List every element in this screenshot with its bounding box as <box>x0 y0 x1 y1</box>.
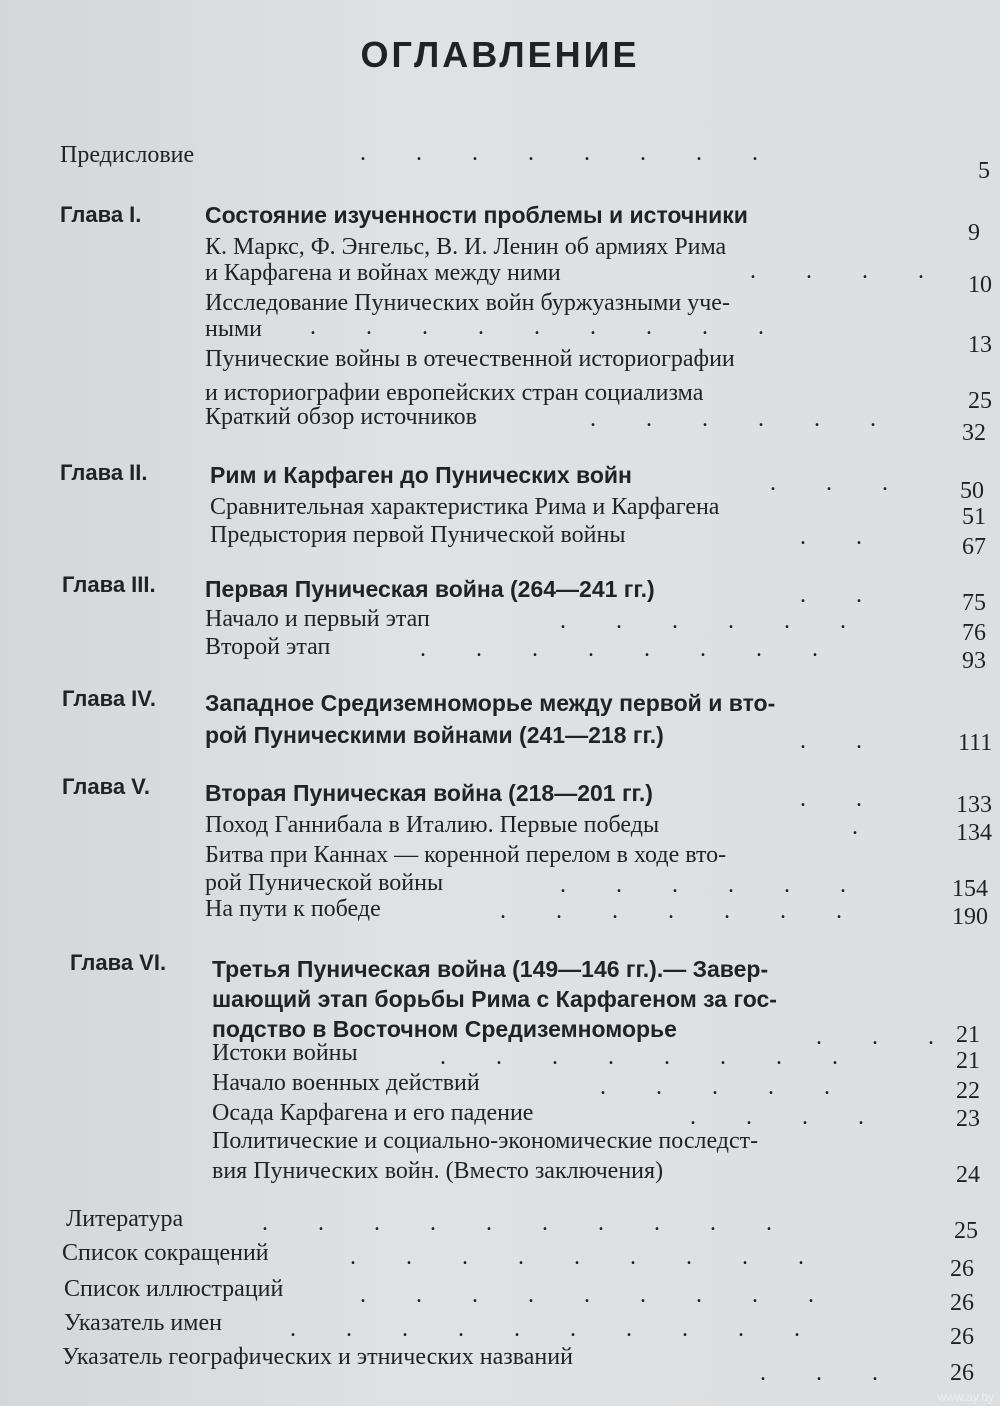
leader-dots: . . . . . . <box>560 872 848 898</box>
page-number: 25 <box>968 388 992 414</box>
leader-dots: . . <box>800 728 864 754</box>
page-number: 76 <box>962 620 986 646</box>
page-number: 23 <box>956 1106 980 1132</box>
section-line: Краткий обзор источников <box>205 404 478 430</box>
page-number: 25 <box>954 1218 978 1244</box>
section-line: Начало военных действий <box>212 1070 480 1096</box>
leader-dots: . . . . . . . . . . <box>262 1210 774 1236</box>
page-number: 24 <box>956 1162 980 1188</box>
chapter-label: Глава IV. <box>62 686 157 711</box>
leader-dots: . . . . . . . . . <box>360 1282 816 1308</box>
section-line: Второй этап <box>205 634 331 660</box>
leader-dots: . . . . . . <box>560 608 848 634</box>
page-number: 133 <box>956 792 992 818</box>
leader-dots: . . <box>800 524 864 550</box>
section-line: Битва при Каннах — коренной перелом в ходе вто- <box>205 842 727 868</box>
leader-dots: . . . . . . <box>590 406 878 432</box>
toc-entry-preface: Предисловие <box>60 142 195 168</box>
chapter-label: Глава III. <box>62 572 156 597</box>
page-number: 21 <box>956 1048 980 1074</box>
page-number: 190 <box>952 904 988 930</box>
page-number: 26 <box>950 1290 974 1316</box>
section-line: Предыстория первой Пунической войны <box>210 522 626 548</box>
leader-dots: . . . <box>770 470 890 496</box>
chapter-label: Глава I. <box>60 202 142 227</box>
page-number: 9 <box>968 220 980 246</box>
toc-entry-geographic-index: Указатель географических и этнических названий <box>62 1344 573 1370</box>
chapter-title: Западное Средиземноморье между первой и вто- <box>205 690 776 716</box>
chapter-title: шающий этап борьбы Рима с Карфагеном за гос- <box>212 986 777 1012</box>
section-line: и Карфагена и войнах между ними <box>205 260 561 286</box>
chapter-title: Рим и Карфаген до Пунических войн <box>210 462 632 488</box>
section-line: и историографии европейских стран социализма <box>205 380 704 406</box>
page-number: 134 <box>956 820 992 846</box>
chapter-title: рой Пуническими войнами (241—218 гг.) <box>205 722 664 748</box>
toc-entry-abbreviations: Список сокращений <box>62 1240 269 1266</box>
leader-dots: . . <box>800 582 864 608</box>
section-line: Политические и социально-экономические последст- <box>212 1128 759 1154</box>
page-number: 26 <box>950 1256 974 1282</box>
section-line: ными <box>205 316 262 342</box>
chapter-title: Первая Пуническая война (264—241 гг.) <box>205 576 655 602</box>
section-line: Поход Ганнибала в Италию. Первые победы <box>205 812 660 838</box>
chapter-label: Глава VI. <box>70 950 167 975</box>
page-number: 51 <box>962 504 986 530</box>
leader-dots: . . . <box>760 1360 880 1386</box>
leader-dots: . . . . <box>690 1104 866 1130</box>
leader-dots: . . . . . . . . . <box>310 314 766 340</box>
leader-dots: . . . . . . . . . <box>350 1244 806 1270</box>
page-number: 22 <box>956 1078 980 1104</box>
chapter-title: подство в Восточном Средиземноморье <box>212 1016 677 1042</box>
page-number: 75 <box>962 590 986 616</box>
section-line: Истоки войны <box>212 1040 358 1066</box>
page-number: 26 <box>950 1324 974 1350</box>
leader-dots: . . . . . . . <box>500 898 844 924</box>
leader-dots: . . . . . . . . <box>420 636 820 662</box>
page-number: 10 <box>968 272 992 298</box>
chapter-label: Глава V. <box>62 774 150 799</box>
page-title: ОГЛАВЛЕНИЕ <box>360 34 640 75</box>
section-line: К. Маркс, Ф. Энгельс, В. И. Ленин об армиях Рима <box>205 234 727 260</box>
section-line: Начало и первый этап <box>205 606 430 632</box>
toc-entry-name-index: Указатель имен <box>64 1310 222 1336</box>
section-line: Исследование Пунических войн буржуазными уче- <box>205 290 730 316</box>
page-number: 5 <box>978 158 990 184</box>
chapter-label: Глава II. <box>60 460 148 485</box>
page-number: 50 <box>960 478 984 504</box>
page-number: 26 <box>950 1360 974 1386</box>
leader-dots: . . <box>800 786 864 812</box>
toc-entry-literature: Литература <box>66 1206 184 1232</box>
section-line: вия Пунических войн. (Вместо заключения) <box>212 1158 664 1184</box>
page-number: 21 <box>956 1022 980 1048</box>
page-number: 32 <box>962 420 986 446</box>
leader-dots: . . . . . . . . <box>440 1044 840 1070</box>
chapter-title: Состояние изученности проблемы и источники <box>205 202 748 228</box>
section-line: рой Пунической войны <box>205 870 444 896</box>
chapter-title: Третья Пуническая война (149—146 гг.).— Завер- <box>212 956 769 982</box>
page-number: 93 <box>962 648 986 674</box>
section-line: Осада Карфагена и его падение <box>212 1100 534 1126</box>
leader-dots: . . . . . . . . . . <box>290 1316 802 1342</box>
page-number: 154 <box>952 876 988 902</box>
section-line: На пути к победе <box>205 896 381 922</box>
leader-dots: . . . . . <box>600 1074 832 1100</box>
watermark: www.ay.by <box>937 1390 994 1404</box>
page-number: 111 <box>958 730 993 756</box>
page-number: 13 <box>968 332 992 358</box>
leader-dots: . . . . . . . . <box>360 140 760 166</box>
leader-dots: . . . . <box>750 258 926 284</box>
section-line: Сравнительная характеристика Рима и Карфагена <box>210 494 720 520</box>
leader-dots: . . . <box>816 1024 936 1050</box>
leader-dots: . <box>852 814 860 840</box>
page-number: 67 <box>962 534 986 560</box>
section-line: Пунические войны в отечественной историографии <box>205 346 735 372</box>
chapter-title: Вторая Пуническая война (218—201 гг.) <box>205 780 653 806</box>
toc-entry-illustrations: Список иллюстраций <box>64 1276 284 1302</box>
